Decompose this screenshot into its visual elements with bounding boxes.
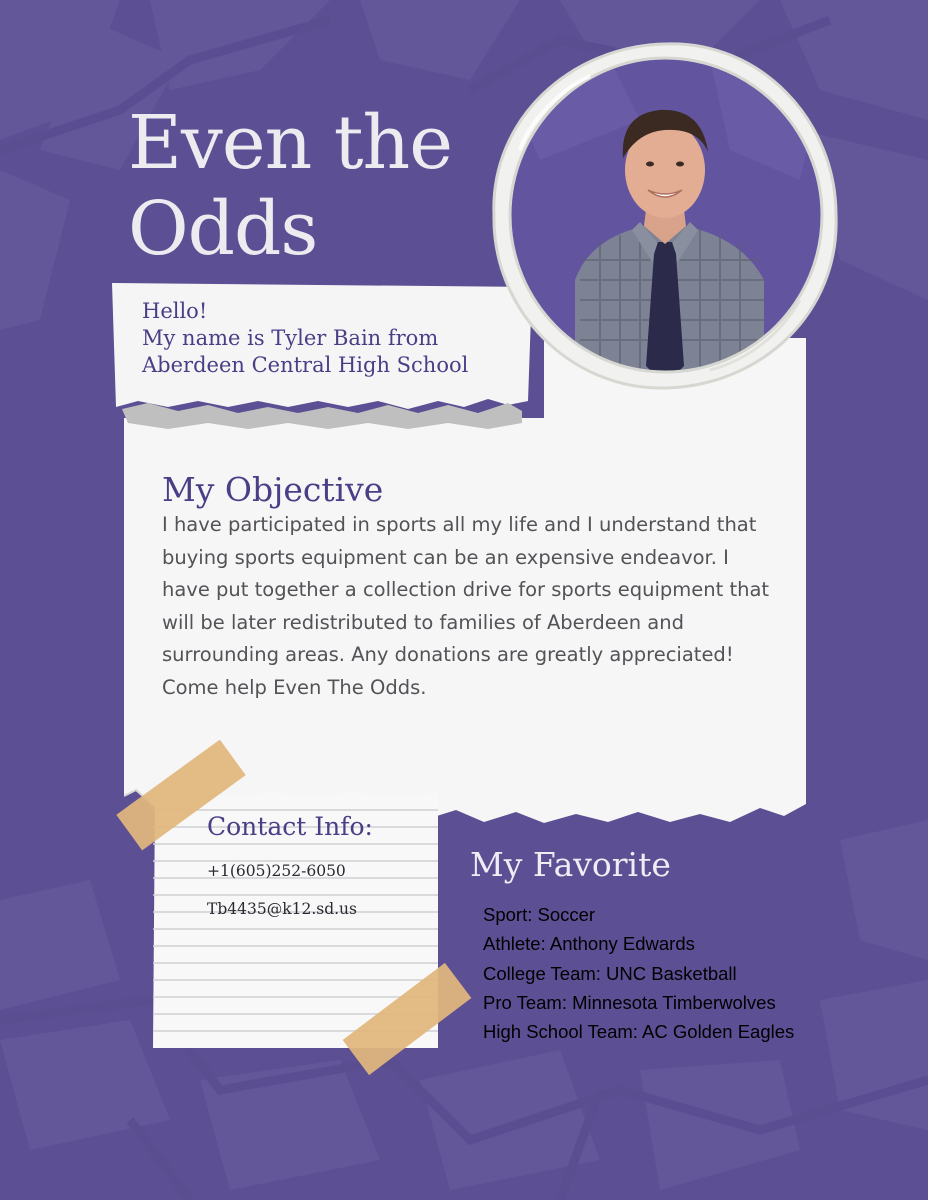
intro-text [142, 298, 468, 379]
objective-heading: My Objective [162, 470, 384, 509]
profile-photo-frame [480, 30, 850, 400]
title-line-1: Even the [128, 100, 452, 186]
contact-heading: Contact Info: [207, 812, 373, 841]
intro-name-line: My name is Tyler Bain from [142, 326, 439, 350]
favorite-athlete: Athlete: Anthony Edwards [483, 933, 695, 955]
favorite-pro-team: Pro Team: Minnesota Timberwolves [483, 991, 776, 1013]
favorite-high-school-team: High School Team: AC Golden Eagles [483, 1021, 795, 1043]
page-title [128, 100, 452, 272]
favorite-sport: Sport: Soccer [483, 904, 596, 925]
contact-phone: +1(605)252-6050 [207, 862, 346, 880]
contact-email: Tb4435@k12.sd.us [207, 900, 357, 918]
favorites-heading: My Favorite [470, 845, 671, 884]
favorite-college-team: College Team: UNC Basketball [483, 962, 737, 984]
title-line-2: Odds [128, 186, 318, 272]
intro-greeting: Hello! [142, 299, 208, 323]
intro-school-line: Aberdeen Central High School [142, 353, 469, 377]
objective-body: I have participated in sports all my life and I understand that buying sports equipment can be an expensive endeavor. I have put together a collection drive for sports equipment that will be later redistributed to families of Aberdeen and surrounding areas. Any donations are greatly appreciated! Come help Even The Odds. [162, 513, 770, 699]
favorites-list [483, 900, 794, 1046]
